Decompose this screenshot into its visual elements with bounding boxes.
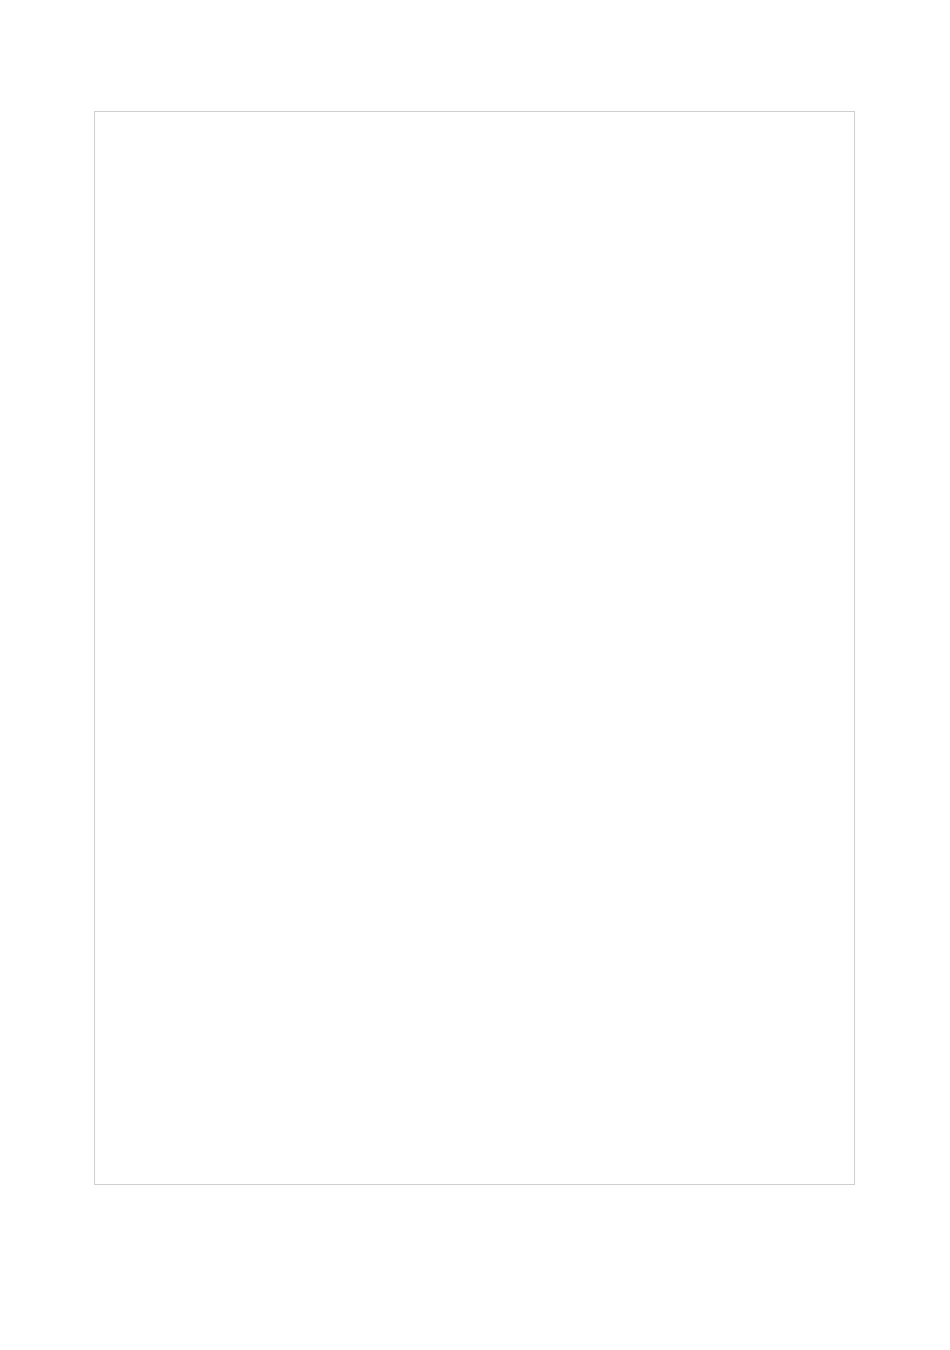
document-frame xyxy=(94,111,855,1185)
